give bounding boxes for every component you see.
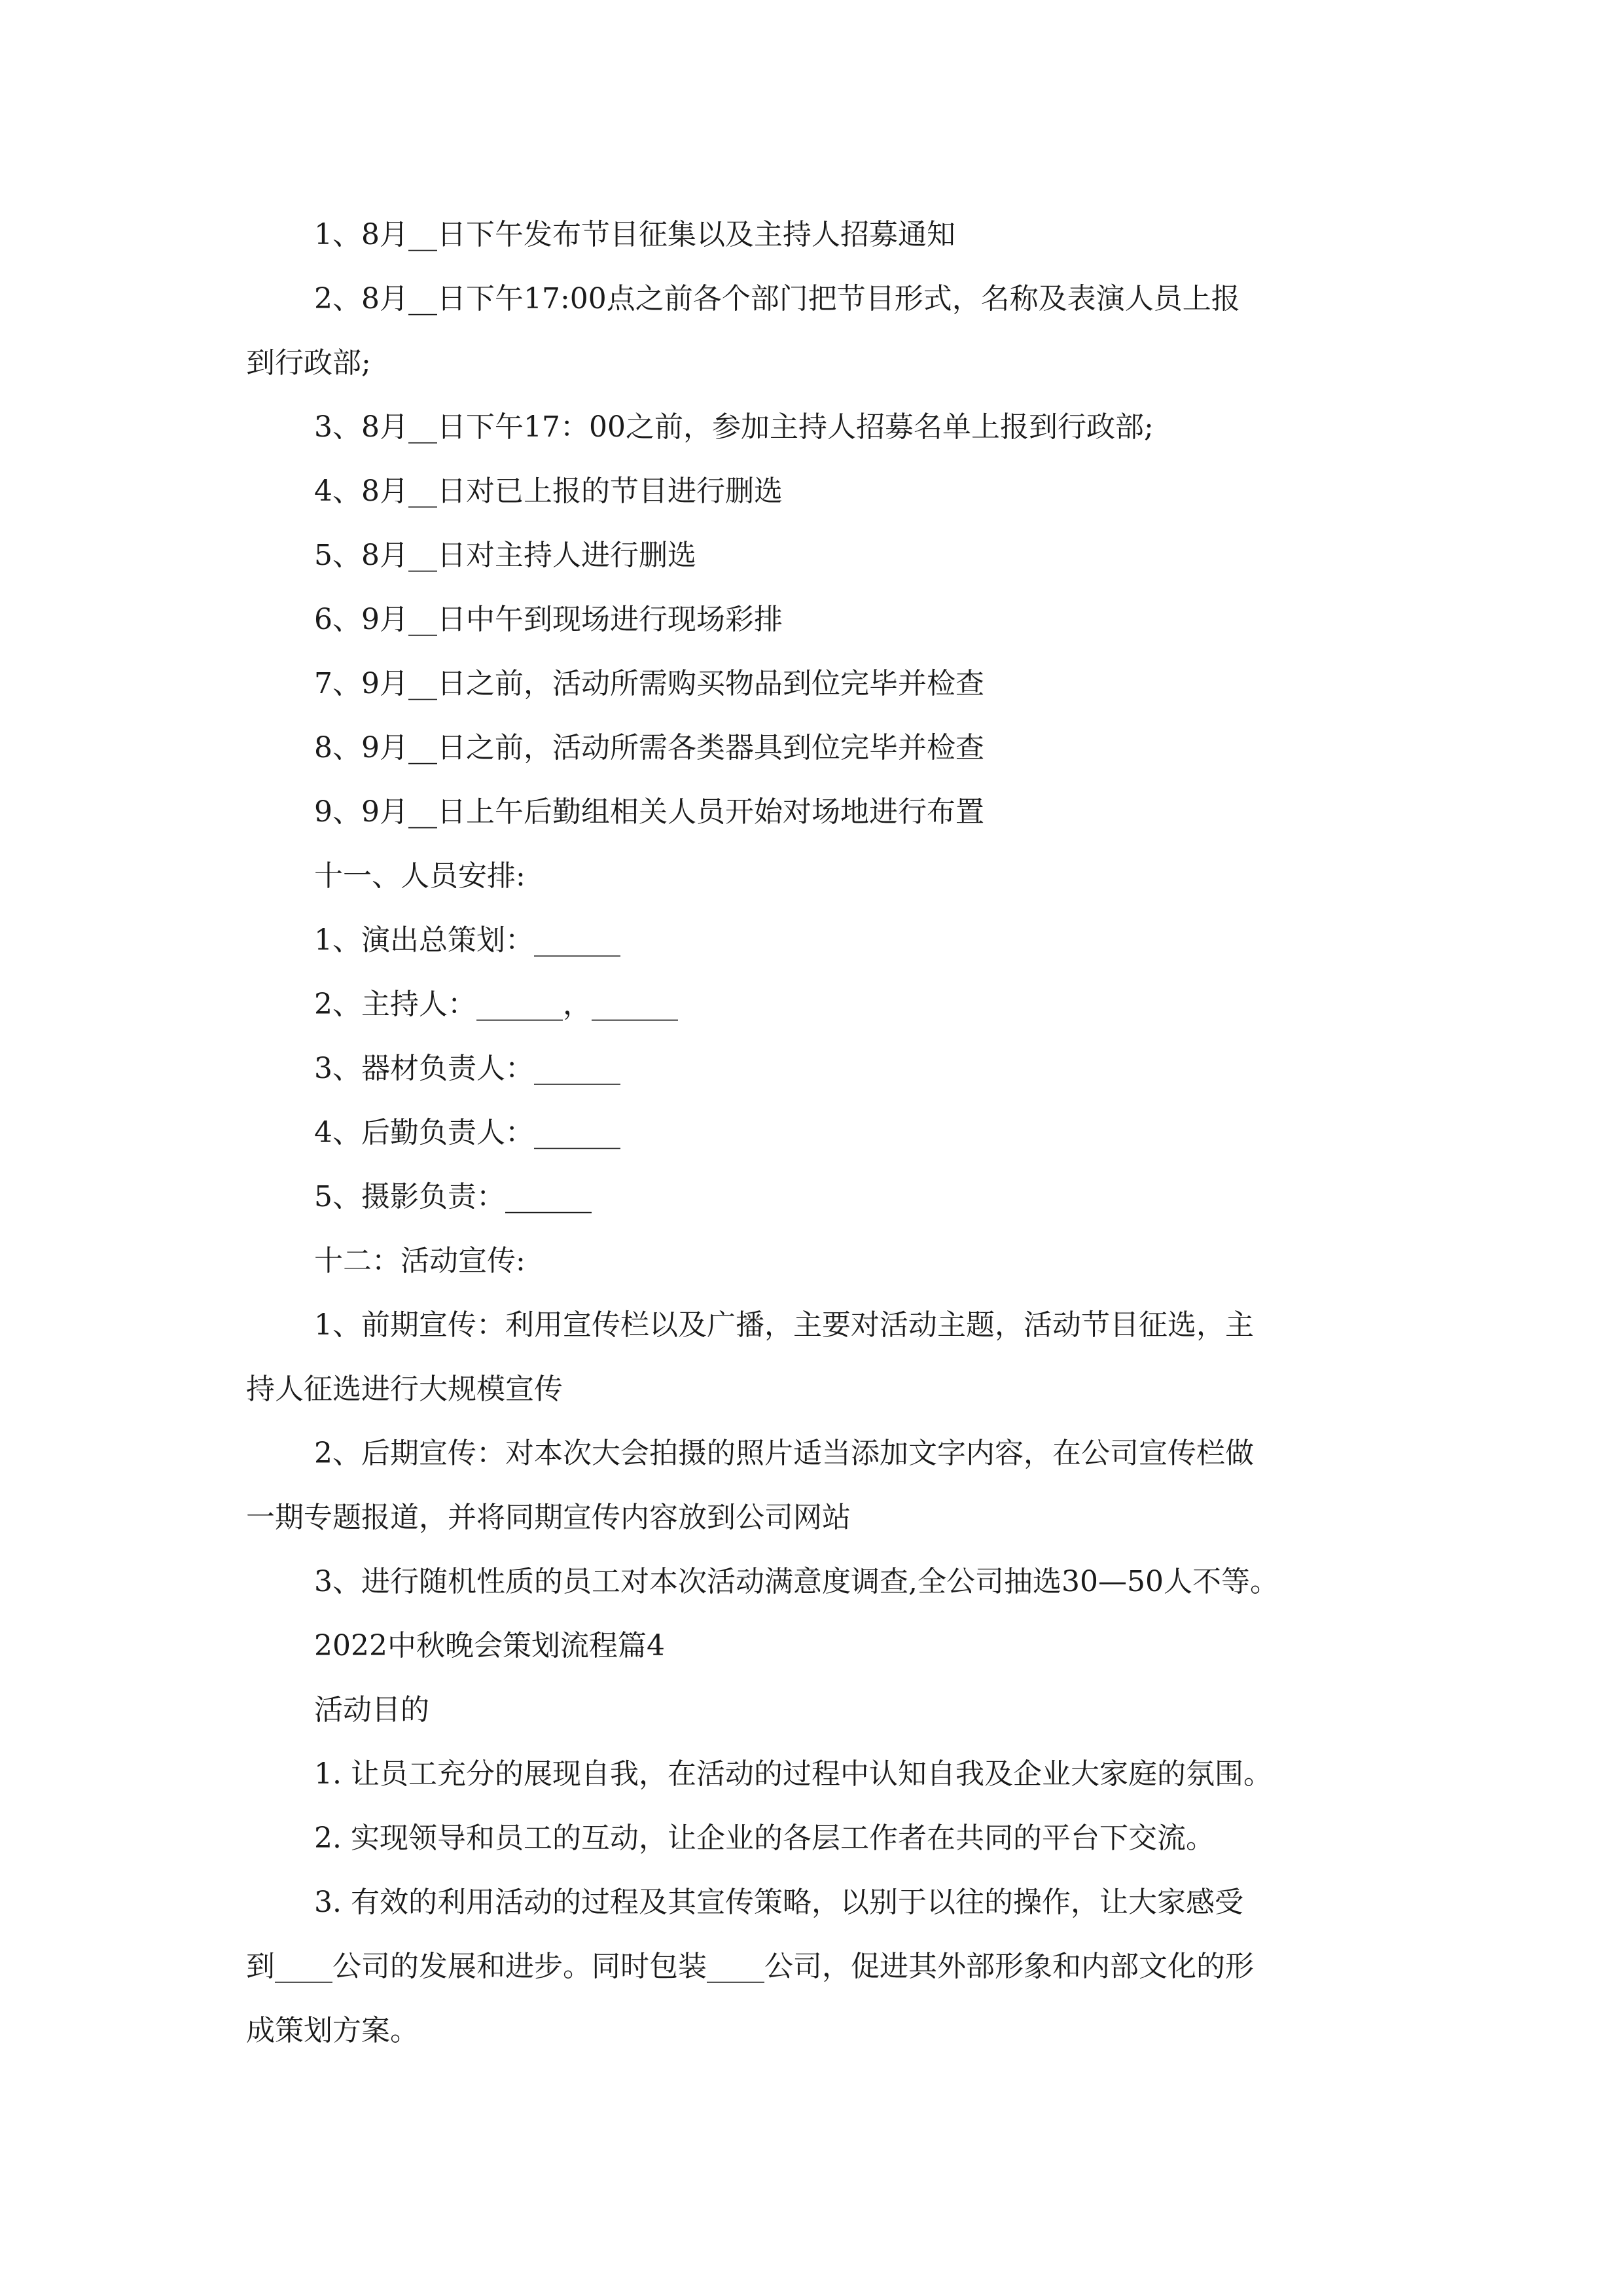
schedule-item-2-continued: 到行政部;	[246, 346, 371, 380]
promotion-item-1: 1、前期宣传：利用宣传栏以及广播，主要对活动主题，活动节目征选，主	[314, 1308, 1254, 1342]
purpose-item-1: 1. 让员工充分的展现自我，在活动的过程中认知自我及企业大家庭的氛围。	[314, 1757, 1272, 1791]
document-body	[246, 203, 1387, 2063]
staff-item-3: 3、器材负责人：______	[314, 1052, 620, 1085]
section-heading-staff: 十一、人员安排:	[314, 859, 526, 893]
promotion-item-1-continued: 持人征选进行大规模宣传	[246, 1372, 563, 1406]
staff-item-1: 1、演出总策划：______	[314, 924, 620, 957]
schedule-item-7: 7、9月__日之前，活动所需购买物品到位完毕并检查	[314, 667, 984, 700]
schedule-item-9: 9、9月__日上午后勤组相关人员开始对场地进行布置	[314, 795, 984, 829]
staff-item-2: 2、主持人：______，______	[314, 988, 678, 1021]
schedule-item-3: 3、8月__日下午17：00之前，参加主持人招募名单上报到行政部;	[314, 410, 1154, 444]
section-heading-purpose: 活动目的	[314, 1693, 429, 1727]
purpose-item-3-continued: 到____公司的发展和进步。同时包装____公司，促进其外部形象和内部文化的形	[246, 1950, 1254, 1983]
schedule-item-5: 5、8月__日对主持人进行删选	[314, 539, 696, 572]
promotion-item-2-continued: 一期专题报道，并将同期宣传内容放到公司网站	[246, 1501, 851, 1534]
purpose-item-3-end: 成策划方案。	[246, 2014, 419, 2047]
purpose-item-2: 2. 实现领导和员工的互动，让企业的各层工作者在共同的平台下交流。	[314, 1821, 1215, 1855]
purpose-item-3: 3. 有效的利用活动的过程及其宣传策略，以别于以往的操作，让大家感受	[314, 1886, 1243, 1919]
promotion-item-3: 3、进行随机性质的员工对本次活动满意度调查,全公司抽选30—50人不等。	[314, 1565, 1279, 1598]
section-heading-promotion: 十二：活动宣传:	[314, 1244, 526, 1278]
schedule-item-6: 6、9月__日中午到现场进行现场彩排	[314, 603, 783, 636]
promotion-item-2: 2、后期宣传：对本次大会拍摄的照片适当添加文字内容，在公司宣传栏做	[314, 1437, 1254, 1470]
schedule-item-8: 8、9月__日之前，活动所需各类器具到位完毕并检查	[314, 731, 984, 764]
schedule-item-1: 1、8月__日下午发布节目征集以及主持人招募通知	[314, 218, 955, 251]
article-title: 2022中秋晚会策划流程篇4	[314, 1629, 665, 1662]
schedule-item-2: 2、8月__日下午17:00点之前各个部门把节目形式，名称及表演人员上报	[314, 282, 1240, 315]
schedule-item-4: 4、8月__日对已上报的节目进行删选	[314, 475, 783, 508]
staff-item-5: 5、摄影负责：______	[314, 1180, 592, 1213]
staff-item-4: 4、后勤负责人：______	[314, 1116, 620, 1149]
